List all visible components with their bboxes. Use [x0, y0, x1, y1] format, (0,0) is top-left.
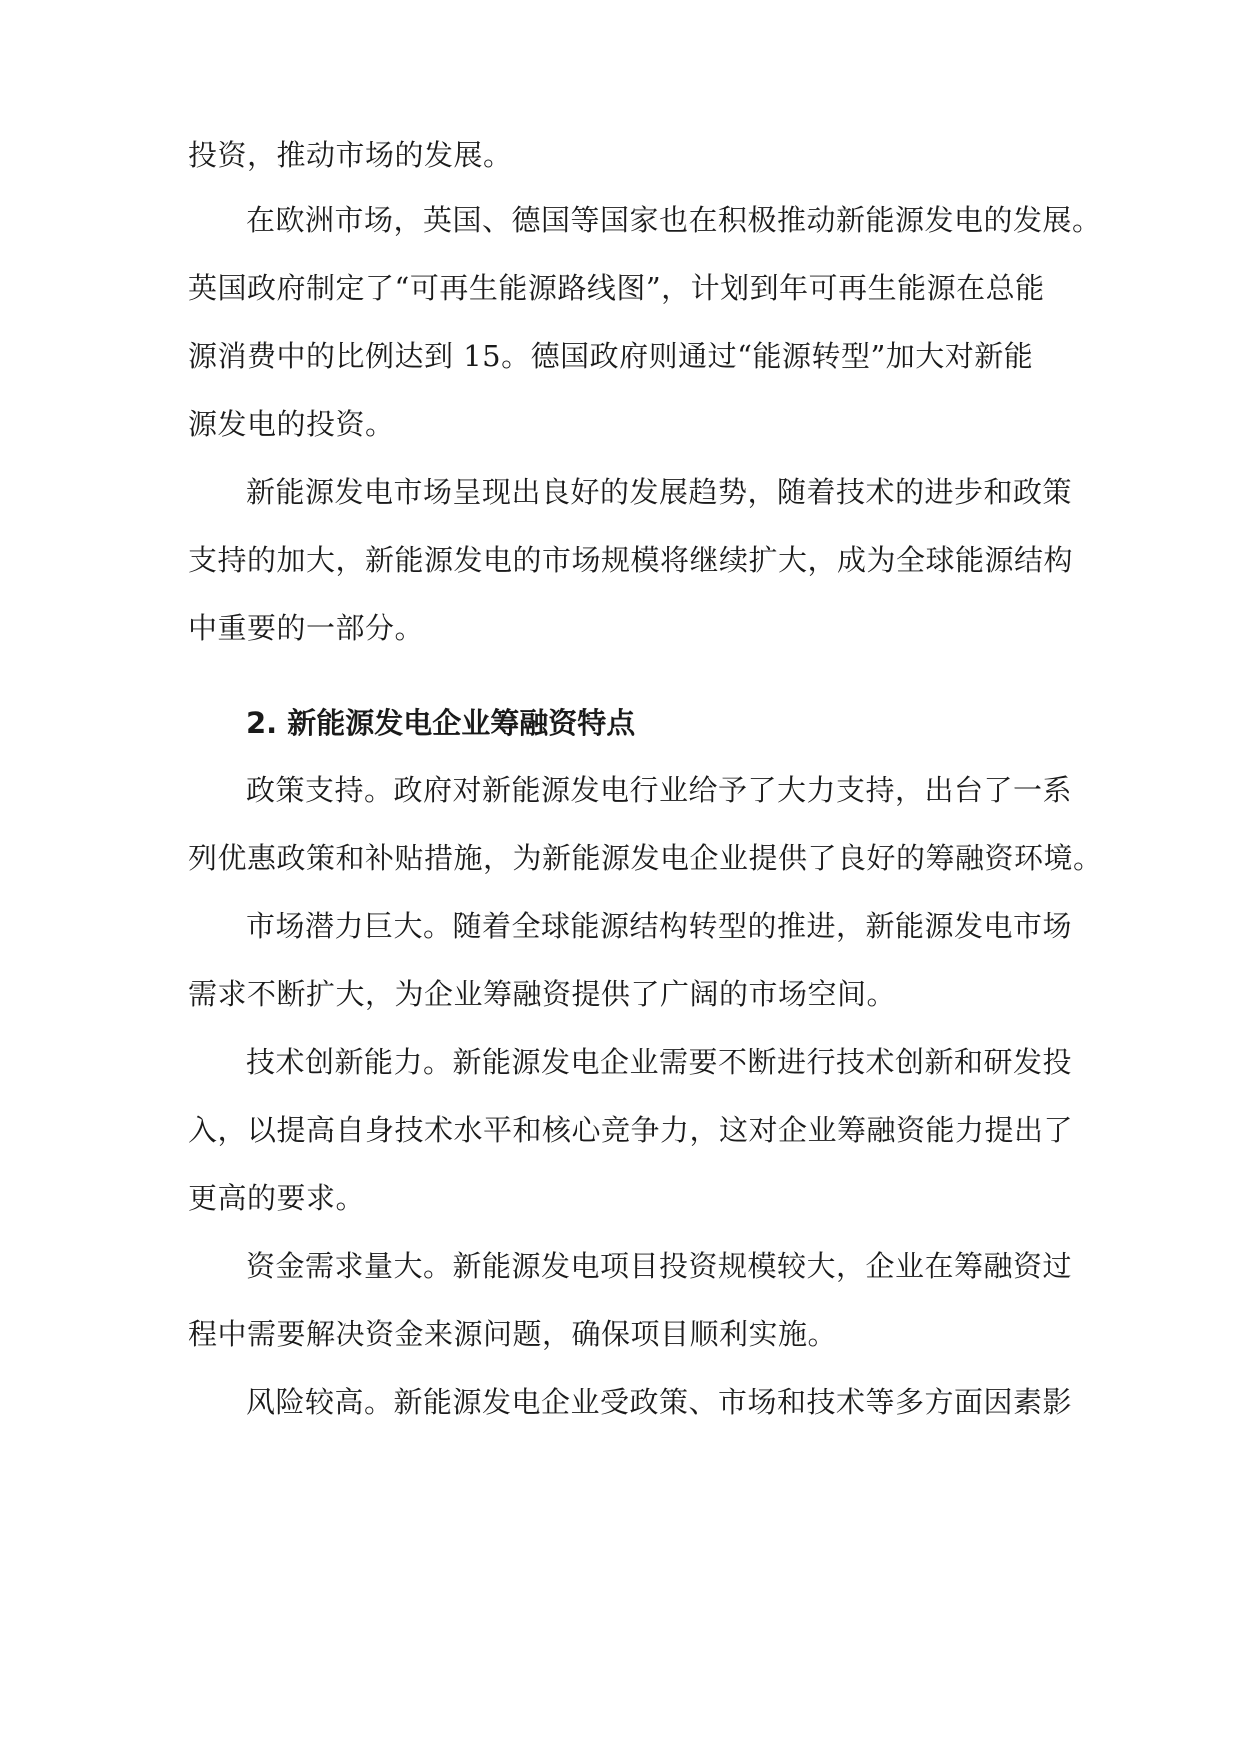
paragraph-line: 中重要的一部分。: [188, 611, 425, 645]
section-heading: 2. 新能源发电企业筹融资特点: [246, 706, 636, 740]
paragraph-line: 需求不断扩大，为企业筹融资提供了广阔的市场空间。: [188, 977, 897, 1011]
paragraph-line: 源消费中的比例达到 15。德国政府则通过“能源转型”加大对新能: [188, 339, 1034, 373]
paragraph-line: 源发电的投资。: [188, 407, 395, 441]
paragraph-line: 列优惠政策和补贴措施，为新能源发电企业提供了良好的筹融资环境。: [188, 841, 1103, 875]
paragraph-line: 技术创新能力。新能源发电企业需要不断进行技术创新和研发投: [246, 1045, 1073, 1079]
paragraph-line: 市场潜力巨大。随着全球能源结构转型的推进，新能源发电市场: [246, 909, 1073, 943]
paragraph-line: 投资，推动市场的发展。: [188, 138, 513, 172]
paragraph-line: 在欧洲市场，英国、德国等国家也在积极推动新能源发电的发展。: [246, 203, 1102, 237]
paragraph-line: 入，以提高自身技术水平和核心竞争力，这对企业筹融资能力提出了: [188, 1113, 1074, 1147]
paragraph-line: 资金需求量大。新能源发电项目投资规模较大，企业在筹融资过: [246, 1249, 1073, 1283]
paragraph-line: 更高的要求。: [188, 1181, 366, 1215]
paragraph-line: 政策支持。政府对新能源发电行业给予了大力支持，出台了一系: [246, 773, 1073, 807]
paragraph-line: 程中需要解决资金来源问题，确保项目顺利实施。: [188, 1317, 838, 1351]
paragraph-line: 英国政府制定了“可再生能源路线图”，计划到年可再生能源在总能: [188, 271, 1045, 305]
paragraph-line: 新能源发电市场呈现出良好的发展趋势，随着技术的进步和政策: [246, 475, 1073, 509]
paragraph-line: 风险较高。新能源发电企业受政策、市场和技术等多方面因素影: [246, 1385, 1073, 1419]
paragraph-line: 支持的加大，新能源发电的市场规模将继续扩大，成为全球能源结构: [188, 543, 1074, 577]
